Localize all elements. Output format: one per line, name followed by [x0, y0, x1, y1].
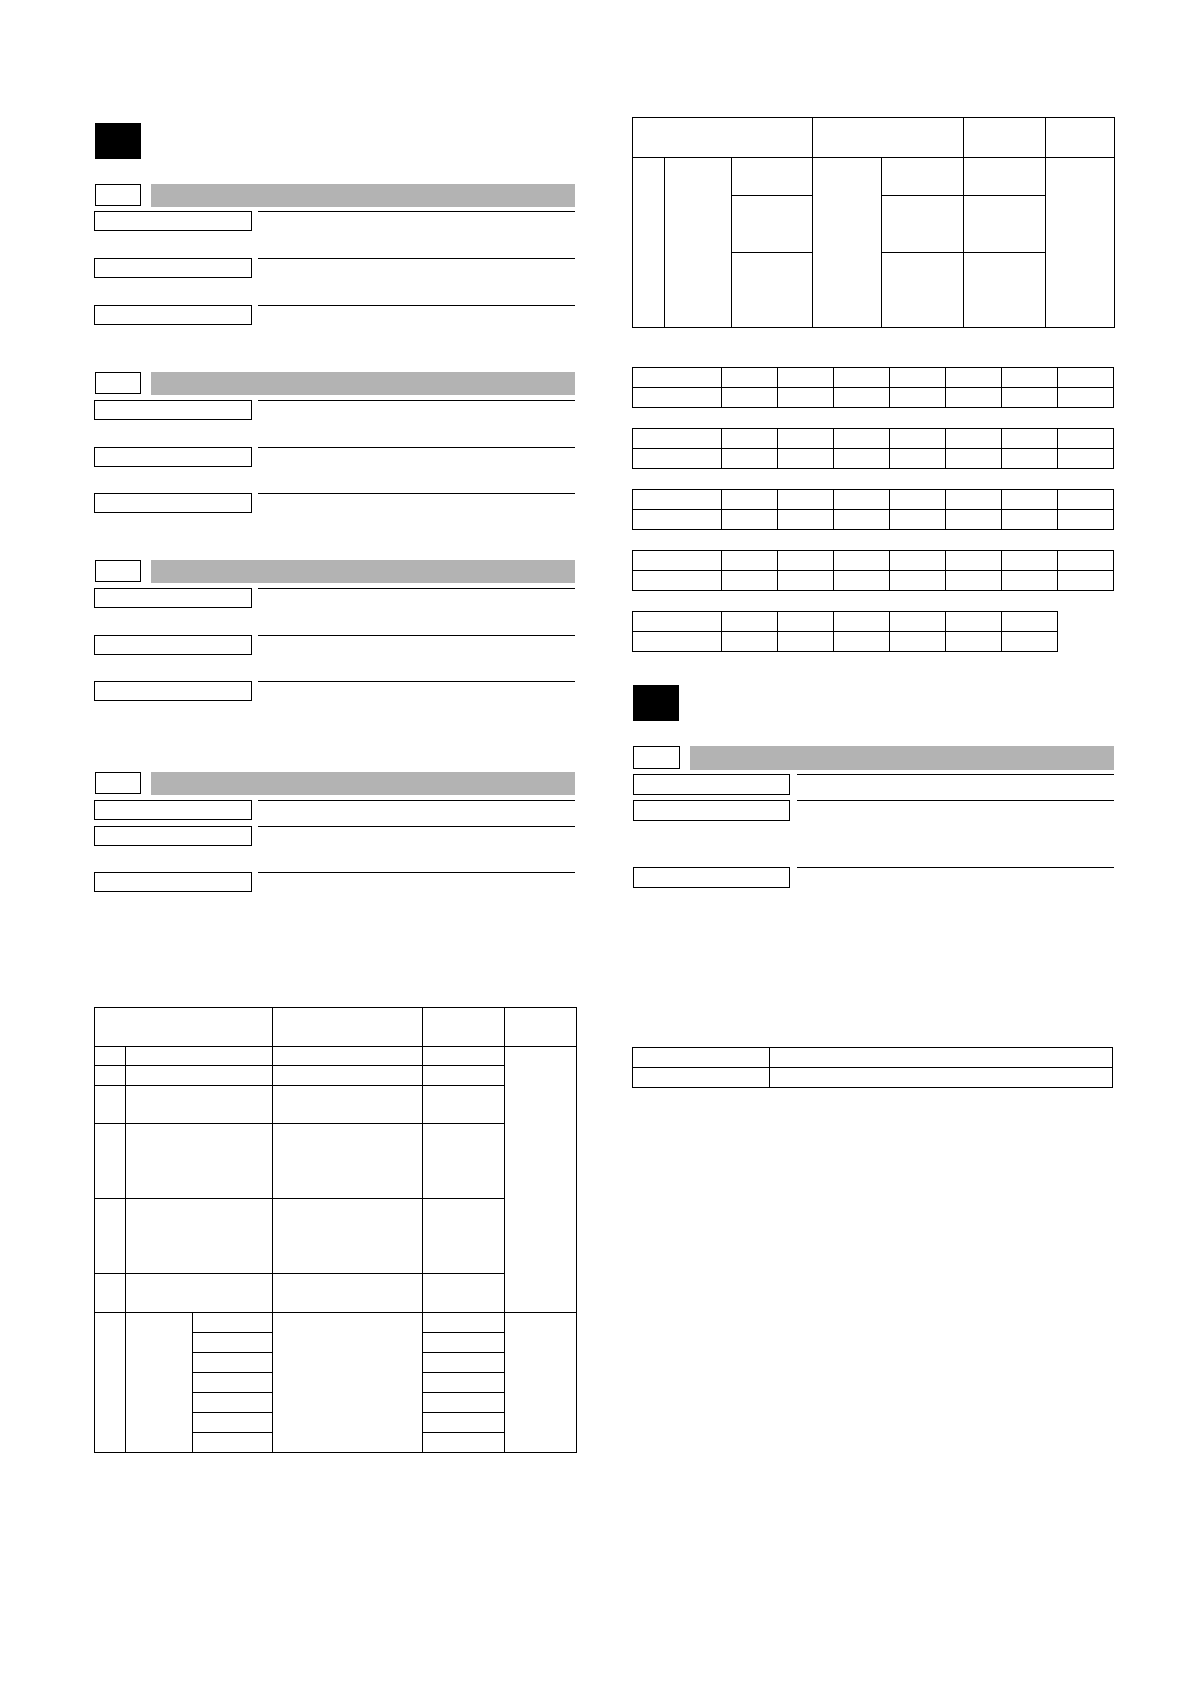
section-marker-right: [633, 685, 679, 721]
table-cell: [890, 551, 946, 571]
table-cell: [946, 510, 1002, 530]
table-row: [633, 1048, 1113, 1068]
table-cell: [95, 1008, 273, 1047]
table-cell: [633, 388, 722, 408]
table-cell: [1002, 632, 1058, 652]
item-label-box: [94, 681, 252, 701]
table-cell: [882, 196, 964, 253]
item-label-box: [633, 774, 790, 795]
table-cell: [778, 510, 834, 530]
table-row: [95, 1313, 577, 1333]
table-cell: [423, 1313, 505, 1333]
table-cell: [1058, 429, 1114, 449]
table-cell: [946, 612, 1002, 632]
table-cell: [964, 196, 1046, 253]
table-row: [95, 1086, 577, 1124]
table-cell: [834, 449, 890, 469]
table-cell: [946, 388, 1002, 408]
table-cell: [890, 510, 946, 530]
table-cell: [273, 1086, 423, 1124]
item-label-box: [94, 800, 252, 820]
item-rule: [258, 588, 575, 589]
table-cell: [633, 449, 722, 469]
item-label-box: [94, 588, 252, 608]
table-cell: [193, 1333, 273, 1353]
right-top-table: [632, 117, 1115, 328]
table-cell: [946, 429, 1002, 449]
table-cell: [633, 612, 722, 632]
table-cell: [423, 1047, 505, 1066]
table-cell: [633, 490, 722, 510]
table-row: [633, 632, 1058, 652]
table-cell: [890, 612, 946, 632]
table-cell: [505, 1047, 577, 1313]
table-row: [633, 490, 1114, 510]
group-code-box: [95, 372, 141, 394]
table-cell: [834, 632, 890, 652]
table-cell: [633, 1068, 770, 1088]
table-cell: [193, 1413, 273, 1433]
table-cell: [1058, 388, 1114, 408]
table-cell: [778, 490, 834, 510]
table-cell: [946, 449, 1002, 469]
table-cell: [813, 118, 964, 158]
table-cell: [882, 158, 964, 196]
table-cell: [193, 1433, 273, 1453]
item-label-box: [633, 867, 790, 888]
item-label-box: [94, 305, 252, 325]
table-cell: [633, 571, 722, 591]
table-row: [633, 551, 1114, 571]
table-cell: [633, 158, 665, 328]
table-cell: [505, 1008, 577, 1047]
item-rule: [258, 400, 575, 401]
table-cell: [423, 1199, 505, 1274]
right-bottom-table: [632, 1047, 1113, 1088]
table-cell: [964, 253, 1046, 328]
table-cell: [193, 1313, 273, 1333]
item-label-box: [94, 635, 252, 655]
table-cell: [890, 632, 946, 652]
table-cell: [834, 571, 890, 591]
table-row: [95, 1066, 577, 1086]
table-cell: [1058, 571, 1114, 591]
table-cell: [834, 388, 890, 408]
table-cell: [946, 490, 1002, 510]
table-cell: [722, 388, 778, 408]
item-rule: [258, 872, 575, 873]
table-cell: [1058, 551, 1114, 571]
table-cell: [126, 1313, 193, 1453]
table-cell: [633, 1048, 770, 1068]
table-cell: [732, 158, 813, 196]
table-cell: [423, 1433, 505, 1453]
table-cell: [778, 571, 834, 591]
table-cell: [722, 368, 778, 388]
table-cell: [273, 1274, 423, 1313]
item-label-box: [94, 211, 252, 231]
table-cell: [834, 612, 890, 632]
table-cell: [778, 632, 834, 652]
table-cell: [834, 429, 890, 449]
small-value-table: [632, 428, 1114, 469]
table-cell: [946, 551, 1002, 571]
group-header-bar: [151, 372, 575, 395]
small-value-table: [632, 489, 1114, 530]
table-cell: [778, 368, 834, 388]
table-cell: [1058, 510, 1114, 530]
table-header-row: [95, 1008, 577, 1047]
group-code-box: [95, 184, 141, 206]
table-cell: [722, 490, 778, 510]
table-cell: [1002, 612, 1058, 632]
table-row: [633, 368, 1114, 388]
table-cell: [722, 429, 778, 449]
group-code-box: [95, 772, 141, 794]
table-cell: [95, 1047, 126, 1066]
table-cell: [633, 632, 722, 652]
table-cell: [1002, 571, 1058, 591]
table-cell: [732, 196, 813, 253]
table-cell: [423, 1413, 505, 1433]
group-header-bar: [690, 746, 1114, 770]
table-cell: [732, 253, 813, 328]
table-cell: [95, 1124, 126, 1199]
table-cell: [813, 158, 882, 328]
table-cell: [423, 1086, 505, 1124]
table-cell: [890, 490, 946, 510]
item-label-box: [94, 400, 252, 420]
table-cell: [722, 612, 778, 632]
table-cell: [633, 118, 813, 158]
table-cell: [505, 1313, 577, 1453]
item-label-box: [94, 493, 252, 513]
table-row: [633, 158, 1115, 196]
item-rule: [258, 447, 575, 448]
table-cell: [273, 1313, 423, 1453]
table-cell: [778, 388, 834, 408]
small-value-table: [632, 550, 1114, 591]
table-row: [95, 1047, 577, 1066]
group-header-bar: [151, 184, 575, 207]
table-cell: [946, 571, 1002, 591]
item-label-box: [94, 872, 252, 892]
table-cell: [834, 490, 890, 510]
table-cell: [946, 368, 1002, 388]
item-label-box: [94, 826, 252, 846]
table-cell: [882, 253, 964, 328]
item-rule: [258, 826, 575, 827]
table-cell: [193, 1353, 273, 1373]
table-cell: [722, 551, 778, 571]
table-cell: [665, 158, 732, 328]
table-cell: [126, 1199, 273, 1274]
table-cell: [423, 1393, 505, 1413]
table-cell: [126, 1124, 273, 1199]
table-cell: [273, 1199, 423, 1274]
item-label-box: [94, 447, 252, 467]
table-cell: [770, 1048, 1113, 1068]
table-row: [633, 388, 1114, 408]
table-cell: [890, 449, 946, 469]
table-cell: [1046, 158, 1115, 328]
table-cell: [126, 1047, 273, 1066]
small-value-table: [632, 367, 1114, 408]
left-specification-table: [94, 1007, 577, 1453]
table-cell: [722, 632, 778, 652]
table-cell: [633, 551, 722, 571]
table-cell: [95, 1313, 126, 1453]
table-row: [633, 571, 1114, 591]
table-cell: [95, 1274, 126, 1313]
table-cell: [95, 1086, 126, 1124]
table-cell: [1058, 368, 1114, 388]
item-rule: [258, 493, 575, 494]
table-row: [95, 1274, 577, 1313]
table-cell: [722, 571, 778, 591]
table-cell: [126, 1086, 273, 1124]
group-header-bar: [151, 560, 575, 583]
table-cell: [778, 551, 834, 571]
table-cell: [778, 429, 834, 449]
table-cell: [964, 118, 1046, 158]
table-cell: [633, 429, 722, 449]
table-cell: [126, 1066, 273, 1086]
table-cell: [273, 1066, 423, 1086]
table-cell: [633, 368, 722, 388]
item-rule: [258, 211, 575, 212]
table-cell: [890, 571, 946, 591]
item-rule: [258, 800, 575, 801]
item-label-box: [633, 800, 790, 821]
table-cell: [1002, 490, 1058, 510]
table-cell: [423, 1066, 505, 1086]
table-cell: [778, 612, 834, 632]
table-cell: [834, 510, 890, 530]
table-cell: [1046, 118, 1115, 158]
table-cell: [633, 510, 722, 530]
item-rule: [797, 800, 1114, 801]
section-marker-left: [95, 123, 141, 159]
table-cell: [890, 368, 946, 388]
table-cell: [423, 1353, 505, 1373]
table-cell: [722, 510, 778, 530]
table-cell: [423, 1008, 505, 1047]
group-header-bar: [151, 772, 575, 795]
table-cell: [778, 449, 834, 469]
table-cell: [95, 1066, 126, 1086]
table-cell: [423, 1274, 505, 1313]
table-cell: [1058, 449, 1114, 469]
table-row: [633, 612, 1058, 632]
group-code-box: [633, 746, 680, 769]
table-cell: [95, 1199, 126, 1274]
table-cell: [126, 1274, 273, 1313]
table-row: [633, 449, 1114, 469]
table-row: [633, 1068, 1113, 1088]
item-label-box: [94, 258, 252, 278]
table-cell: [1002, 449, 1058, 469]
table-cell: [1002, 368, 1058, 388]
table-row: [95, 1199, 577, 1274]
table-cell: [890, 429, 946, 449]
small-value-table: [632, 611, 1058, 652]
table-row: [633, 510, 1114, 530]
table-cell: [193, 1393, 273, 1413]
item-rule: [797, 774, 1114, 775]
table-cell: [770, 1068, 1113, 1088]
table-cell: [423, 1124, 505, 1199]
table-cell: [423, 1333, 505, 1353]
item-rule: [258, 305, 575, 306]
table-cell: [834, 368, 890, 388]
table-cell: [1002, 388, 1058, 408]
table-cell: [890, 388, 946, 408]
table-cell: [273, 1008, 423, 1047]
table-row: [633, 429, 1114, 449]
table-cell: [834, 551, 890, 571]
table-cell: [946, 632, 1002, 652]
table-header-row: [633, 118, 1115, 158]
group-code-box: [95, 560, 141, 582]
item-rule: [797, 867, 1114, 868]
table-cell: [273, 1124, 423, 1199]
table-cell: [722, 449, 778, 469]
table-row: [95, 1124, 577, 1199]
item-rule: [258, 635, 575, 636]
table-cell: [273, 1047, 423, 1066]
table-cell: [1058, 490, 1114, 510]
table-cell: [423, 1373, 505, 1393]
table-cell: [1002, 510, 1058, 530]
table-cell: [1002, 551, 1058, 571]
item-rule: [258, 258, 575, 259]
table-cell: [193, 1373, 273, 1393]
item-rule: [258, 681, 575, 682]
table-cell: [964, 158, 1046, 196]
table-cell: [1002, 429, 1058, 449]
